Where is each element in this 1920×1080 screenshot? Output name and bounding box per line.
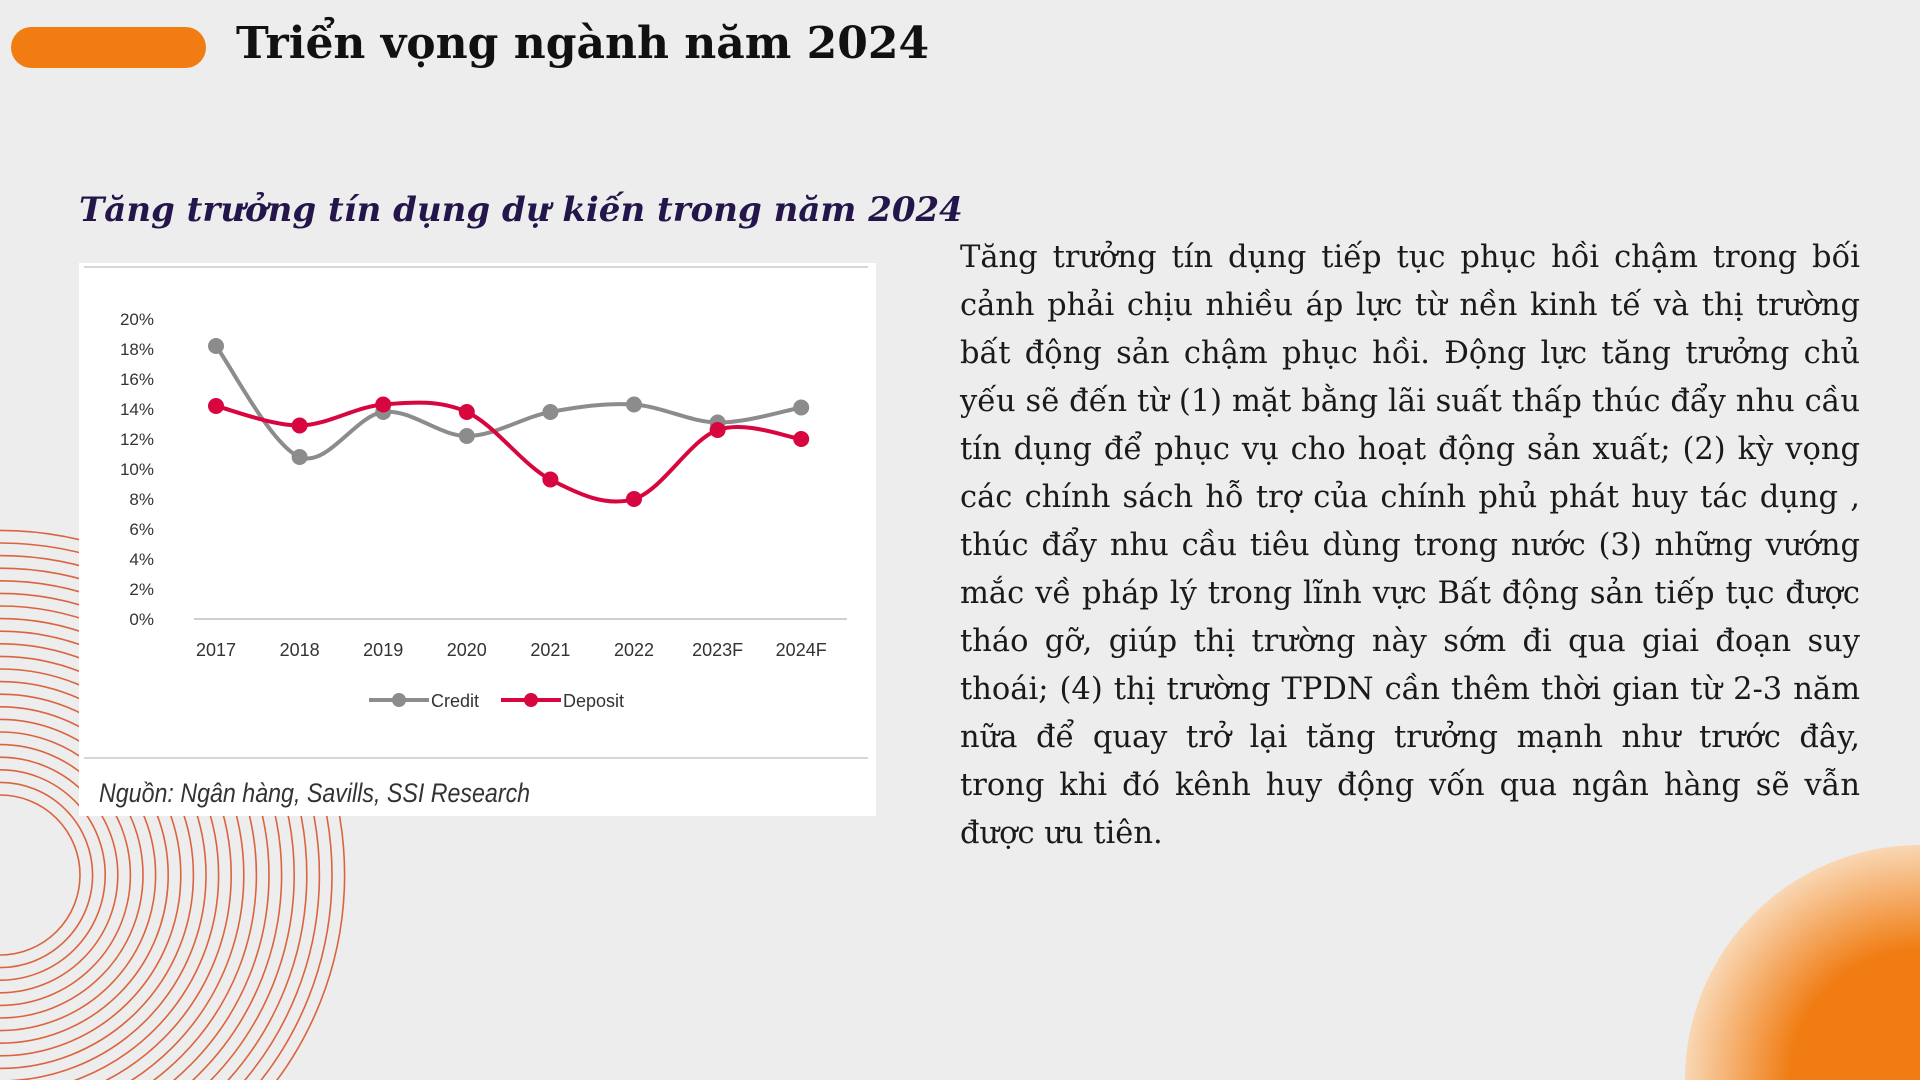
y-tick-label: 2% [129,580,154,599]
deposit-legend-marker [524,693,538,707]
deposit-data-point [793,431,809,447]
credit-series-line [216,346,801,459]
deposit-data-point [626,491,642,507]
deposit-data-point [208,398,224,414]
credit-data-point [542,404,558,420]
y-tick-label: 4% [129,550,154,569]
y-tick-label: 12% [119,430,154,449]
x-tick-label: 2017 [195,640,237,660]
credit-legend-label: Credit [431,691,480,711]
credit-legend-marker [392,693,406,707]
deposit-data-point [542,472,558,488]
x-tick-label: 2018 [279,640,320,660]
deposit-legend-label: Deposit [563,691,625,711]
x-tick-label: 2024F [775,640,827,660]
credit-data-point [793,400,809,416]
y-tick-label: 10% [119,460,154,479]
title-accent-pill [11,27,206,68]
y-tick-label: 8% [129,490,154,509]
chart-source: Nguồn: Ngân hàng, Savills, SSI Research [99,778,531,808]
deposit-data-point [459,404,475,420]
deposit-data-point [710,422,726,438]
x-tick-label: 2022 [613,640,655,660]
page-title: Triển vọng ngành năm 2024 [236,18,930,69]
body-paragraph: Tăng trưởng tín dụng tiếp tục phục hồi chậm trong bối cảnh phải chịu nhiều áp lực từ nền kinh tế và thị trường bất động sản chậm phục hồi. Động lực tăng trưởng chủ yếu sẽ đến từ (1) mặt bằng lãi suất thấp thúc đẩy nhu cầu tín dụng để phục vụ cho hoạt động sản xuất; (2) kỳ vọng các chính sách hỗ trợ của chính phủ phát huy tác dụng , thúc đẩy nhu cầu tiêu dùng trong nước (3) những vướng mắc về pháp lý trong lĩnh vực Bất động sản tiếp tục được tháo gỡ, giúp thị trường này sớm đi qua giai đoạn suy thoái; (4) thị trường TPDN cần thêm thời gian từ 2-3 năm nữa để quay trở lại tăng trưởng mạnh như trước đây, trong khi đó kênh huy động vốn qua ngân hàng sẽ vẫn được ưu tiên. [960,240,1860,851]
chart-heading: Tăng trưởng tín dụng dự kiến trong năm 2024 [79,190,963,230]
chart-card [79,263,876,816]
credit-data-point [208,338,224,354]
x-tick-label: 2023F [692,640,744,660]
credit-data-point [292,449,308,465]
y-tick-label: 18% [119,340,154,359]
credit-data-point [626,397,642,413]
chart-bottom-rule [84,757,868,759]
y-tick-label: 20% [119,310,154,329]
x-tick-label: 2021 [530,640,571,660]
credit-data-point [459,428,475,444]
line-chart [79,263,876,757]
y-tick-label: 14% [119,400,154,419]
y-tick-label: 6% [129,520,154,539]
x-tick-label: 2020 [446,640,487,660]
x-tick-label: 2019 [363,640,404,660]
y-tick-label: 0% [129,610,154,629]
deposit-data-point [292,418,308,434]
y-tick-label: 16% [119,370,154,389]
deposit-data-point [375,397,391,413]
